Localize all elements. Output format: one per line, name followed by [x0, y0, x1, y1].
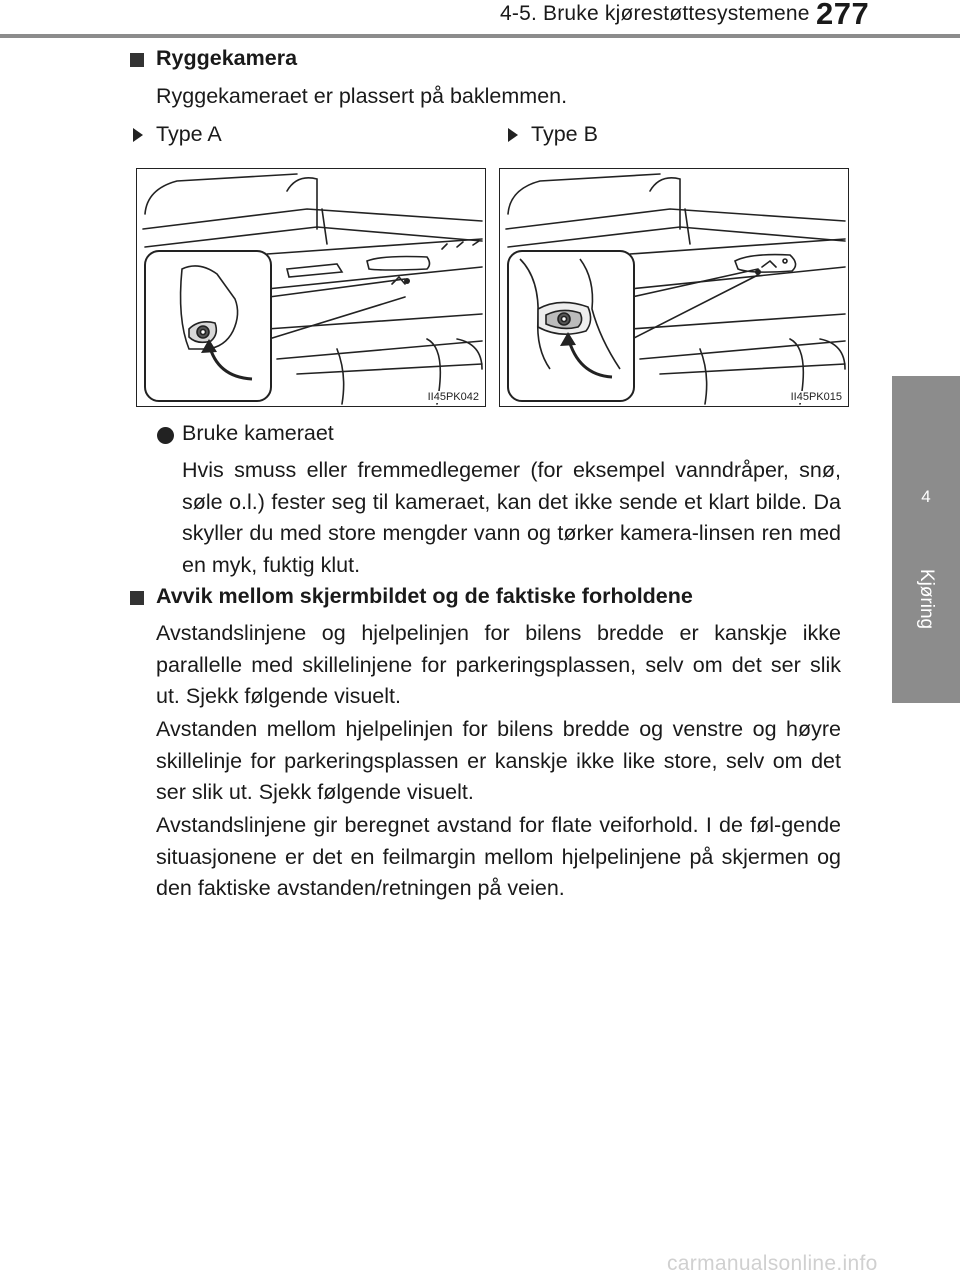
figure-type-a	[136, 168, 486, 407]
figure-b-code: II45PK015	[790, 391, 842, 403]
figure-a-code: II45PK042	[427, 391, 479, 403]
deviation-paragraph-1: Avstandslinjene og hjelpelinjen for bilens bredde er kanskje ikke parallelle med skillelinjene for parkeringsplassen, selv om det ser slik ut. Sjekk følgende visuelt.	[156, 621, 841, 708]
camera-heading: Ryggekamera	[156, 46, 298, 70]
chapter-number: 4	[921, 487, 931, 506]
tailgate-camera-illustration-a	[137, 169, 486, 407]
site-watermark: carmanualsonline.info	[667, 1252, 878, 1275]
type-b-label: Type B	[531, 122, 598, 146]
square-bullet-icon	[130, 591, 144, 605]
tailgate-camera-illustration-b	[500, 169, 849, 407]
chapter-label: Kjøring	[916, 568, 937, 630]
triangle-bullet-icon	[508, 128, 518, 142]
deviation-paragraph-2: Avstanden mellom hjelpelinjen for bilens bredde og venstre og høyre skillelinje for parkeringsplassen er kanskje ikke like store, selv om det ser slik ut. Sjekk følgende visuelt.	[156, 717, 841, 804]
square-bullet-icon	[130, 53, 144, 67]
camera-location-text: Ryggekameraet er plassert på baklemmen.	[156, 84, 568, 108]
deviation-paragraph-3: Avstandslinjene gir beregnet avstand for flate veiforhold. I de føl-gende situasjonene er det en feilmargin mellom hjelpelinjene på skjermen og den faktiske avstanden/retningen på veien.	[156, 813, 841, 900]
chapter-tab	[892, 376, 960, 703]
round-bullet-icon	[157, 427, 174, 444]
header-divider	[0, 34, 960, 38]
use-camera-text: Hvis smuss eller fremmedlegemer (for eksempel vanndråper, snø, søle o.l.) fester seg til kameraet, kan det ikke sende et klart bilde. Da skyller du med store mengder vann og tørker kamera-linsen ren med en myk, fuktig klut.	[182, 458, 841, 577]
section-title: 4-5. Bruke kjørestøttesystemene	[500, 2, 810, 25]
type-a-label: Type A	[156, 122, 222, 146]
triangle-bullet-icon	[133, 128, 143, 142]
page-number: 277	[816, 0, 870, 31]
use-camera-heading: Bruke kameraet	[182, 421, 334, 445]
figure-type-b	[499, 168, 849, 407]
deviation-heading: Avvik mellom skjermbildet og de faktiske forholdene	[156, 584, 693, 608]
